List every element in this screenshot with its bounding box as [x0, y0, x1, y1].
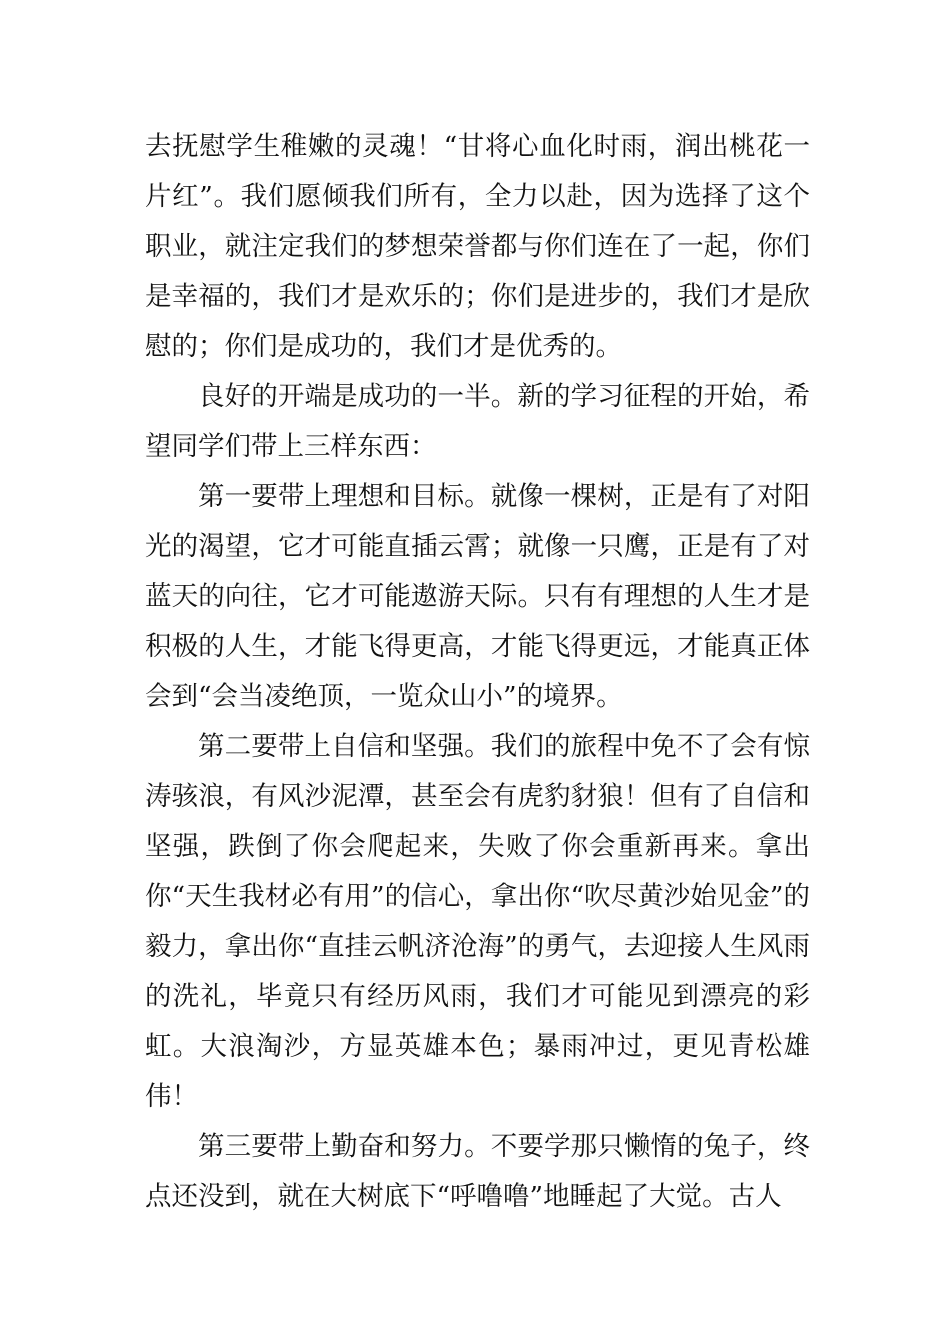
paragraph-second-point: 第二要带上自信和坚强。我们的旅程中免不了会有惊涛骇浪，有风沙泥潭，甚至会有虎豹豺狼！但有了自信和坚强，跌倒了你会爬起来，失败了你会重新再来。拿出你“天生我材必有用”的信心，拿出你“吹尽黄沙始见金”的毅力，拿出你“直挂云帆济沧海”的勇气，去迎接人生风雨的洗礼，毕竟只有经历风雨，我们才可能见到漂亮的彩虹。大浪淘沙，方显英雄本色；暴雨冲过，更见青松雄伟！: [145, 731, 810, 1112]
paragraph-intro: 良好的开端是成功的一半。新的学习征程的开始，希望同学们带上三样东西：: [145, 381, 810, 462]
paragraph-continuation: 去抚慰学生稚嫩的灵魂！“甘将心血化时雨，润出桃花一片红”。我们愿倾我们所有，全力以赴，因为选择了这个职业，就注定我们的梦想荣誉都与你们连在了一起，你们是幸福的，我们才是欢乐的；你们是进步的，我们才是欣慰的；你们是成功的，我们才是优秀的。: [145, 131, 810, 362]
document-body: [145, 122, 810, 1222]
paragraph-first-point: 第一要带上理想和目标。就像一棵树，正是有了对阳光的渴望，它才可能直插云霄；就像一只鹰，正是有了对蓝天的向往，它才可能遨游天际。只有有理想的人生才是积极的人生，才能飞得更高，才能飞得更远，才能真正体会到“会当凌绝顶，一览众山小”的境界。: [145, 481, 810, 712]
paragraph-third-point: 第三要带上勤奋和努力。不要学那只懒惰的兔子，终点还没到，就在大树底下“呼噜噜”地睡起了大觉。古人: [145, 1131, 810, 1212]
